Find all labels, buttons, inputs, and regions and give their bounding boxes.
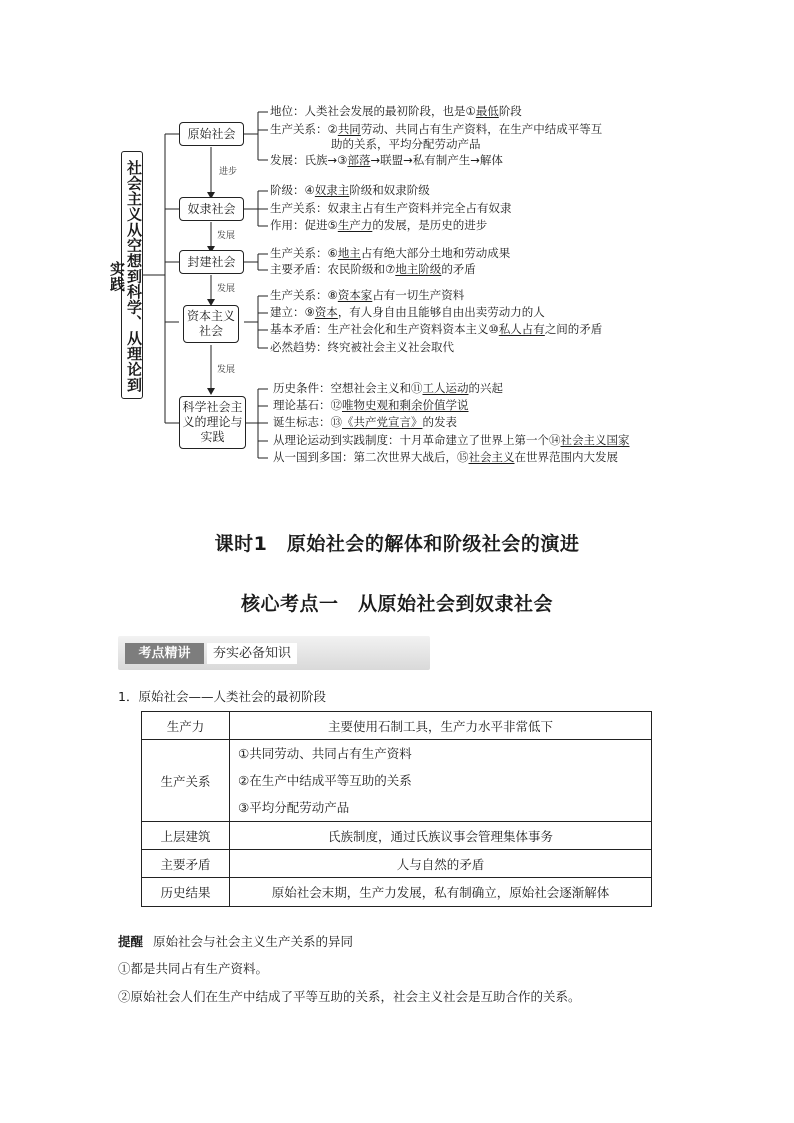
answer-2: 共同 [337, 122, 361, 136]
banner-tag: 考点精讲 [125, 643, 204, 664]
relation-item: ③平均分配劳动产品 [238, 800, 350, 815]
answer-5: 生产力 [337, 218, 373, 232]
row-head-contradiction: 主要矛盾 [142, 850, 230, 878]
answer-8: 资本家 [337, 288, 373, 302]
leaf-slave-role: 作用：促进⑤生产力的发展，是历史的进步 [270, 218, 488, 232]
leaf-slave-relations: 生产关系：奴隶主占有生产资料并完全占有奴隶 [270, 201, 512, 215]
table-row [142, 878, 652, 907]
answer-9: 资本 [314, 305, 338, 319]
leaf-primitive-relations-cont: 助的关系，平均分配劳动产品 [331, 137, 481, 151]
row-head-superstructure: 上层建筑 [142, 822, 230, 850]
knowledge-mindmap [0, 0, 794, 470]
answer-7: 地主阶级 [395, 262, 442, 276]
arrow-label-develop-2: 发展 [217, 284, 236, 294]
leaf-capitalist-establish: 建立：⑨资本，有人身自由且能够自由出卖劳动力的人 [270, 305, 545, 319]
row-value-relations [230, 740, 652, 822]
leaf-feudal-relations: 生产关系：⑥地主占有绝大部分土地和劳动成果 [270, 246, 511, 260]
row-head-result: 历史结果 [142, 878, 230, 907]
leaf-scientific-conditions: 历史条件：空想社会主义和⑪工人运动的兴起 [273, 381, 503, 395]
core-point-title: 核心考点一 从原始社会到奴隶社会 [240, 593, 553, 615]
reminder-heading [118, 932, 353, 950]
reminder-line-2: ②原始社会人们在生产中结成了平等互助的关系，社会主义社会是互助合作的关系。 [118, 989, 581, 1004]
primitive-society-table [141, 711, 652, 907]
table-row [142, 822, 652, 850]
leaf-scientific-foundation: 理论基石：⑫唯物史观和剩余价值学说 [273, 398, 469, 412]
leaf-primitive-relations: 生产关系：②共同劳动、共同占有生产资料，在生产中结成平等互 [270, 122, 603, 136]
answer-14: 社会主义国家 [560, 433, 630, 447]
lesson-title: 课时1 原始社会的解体和阶级社会的演进 [214, 533, 580, 555]
leaf-slave-class: 阶级：④奴隶主阶级和奴隶阶级 [270, 183, 430, 197]
leaf-capitalist-trend: 必然趋势：终究被社会主义社会取代 [270, 340, 454, 354]
reminder-label: 提醒 [118, 934, 144, 949]
section-banner [118, 636, 430, 670]
leaf-primitive-development: 发展：氏族→③部落→联盟→私有制产生→解体 [270, 153, 503, 167]
row-value-contradiction: 人与自然的矛盾 [230, 850, 652, 878]
row-value-superstructure: 氏族制度，通过氏族议事会管理集体事务 [230, 822, 652, 850]
leaf-primitive-status: 地位：人类社会发展的最初阶段，也是①最低阶段 [270, 104, 522, 118]
answer-15: 社会主义 [468, 450, 515, 464]
leaf-scientific-expansion: 从一国到多国：第二次世界大战后，⑮社会主义在世界范围内大发展 [273, 450, 618, 464]
answer-6: 地主 [337, 246, 361, 260]
row-value-productivity: 主要使用石制工具，生产力水平非常低下 [230, 712, 652, 740]
arrow-label-develop-1: 发展 [217, 231, 236, 241]
node-primitive-society: 原始社会 [179, 122, 244, 146]
table-row [142, 712, 652, 740]
row-head-relations: 生产关系 [142, 740, 230, 822]
banner-text: 夯实必备知识 [207, 643, 297, 664]
leaf-scientific-birth: 诞生标志：⑬《共产党宣言》的发表 [273, 415, 457, 429]
table-row [142, 740, 652, 822]
answer-11: 工人运动 [422, 381, 469, 395]
leaf-capitalist-relations: 生产关系：⑧资本家占有一切生产资料 [270, 288, 465, 302]
answer-1: 最低 [475, 104, 499, 118]
table-row [142, 850, 652, 878]
reminder-title: 原始社会与社会主义生产关系的异同 [153, 934, 354, 949]
node-slave-society: 奴隶社会 [179, 197, 244, 221]
mindmap-root-title: 社会主义从空想到科学、从理论到实践 [121, 151, 143, 399]
relation-item: ②在生产中结成平等互助的关系 [238, 773, 412, 788]
arrow-label-progress: 进步 [219, 167, 238, 177]
leaf-capitalist-contradiction: 基本矛盾：生产社会化和生产资料资本主义⑩私人占有之间的矛盾 [270, 322, 603, 336]
answer-3: 部落 [347, 153, 371, 167]
section-1-title: 1．原始社会——人类社会的最初阶段 [118, 689, 326, 704]
row-value-result: 原始社会末期，生产力发展，私有制确立，原始社会逐渐解体 [230, 878, 652, 907]
node-capitalist-society: 资本主义社会 [183, 305, 239, 343]
relation-item: ①共同劳动、共同占有生产资料 [238, 746, 412, 761]
node-scientific-socialism: 科学社会主义的理论与实践 [179, 396, 246, 449]
arrow-label-develop-3: 发展 [217, 365, 236, 375]
node-feudal-society: 封建社会 [179, 250, 244, 274]
answer-10: 私人占有 [498, 322, 545, 336]
reminder-line-1: ①都是共同占有生产资料。 [118, 961, 269, 976]
answer-4: 奴隶主 [314, 183, 350, 197]
answer-12: 唯物史观和剩余价值学说 [342, 398, 469, 412]
row-head-productivity: 生产力 [142, 712, 230, 740]
leaf-feudal-contradiction: 主要矛盾：农民阶级和⑦地主阶级的矛盾 [270, 262, 476, 276]
leaf-scientific-practice: 从理论运动到实践制度：十月革命建立了世界上第一个⑭社会主义国家 [273, 433, 630, 447]
answer-13: 《共产党宣言》 [342, 415, 423, 429]
